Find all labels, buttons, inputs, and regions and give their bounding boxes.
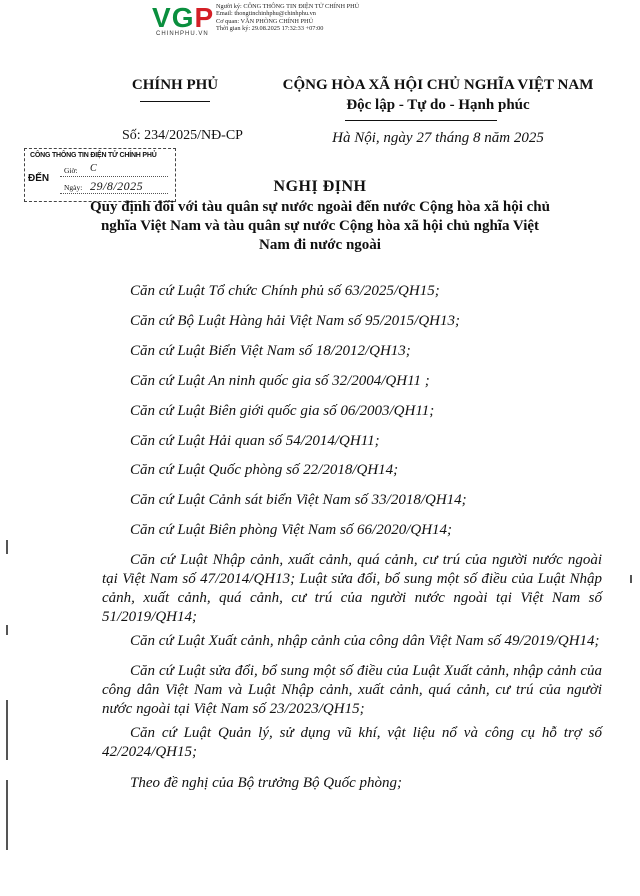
basis-paragraph: Căn cứ Luật Biên giới quốc gia số 06/2003/QH11; bbox=[130, 403, 435, 419]
basis-paragraph: Căn cứ Luật Cảnh sát biển Việt Nam số 33/2018/QH14; bbox=[130, 492, 467, 508]
basis-paragraph: Căn cứ Luật Biển Việt Nam số 18/2012/QH13; bbox=[130, 343, 411, 359]
scan-mark bbox=[6, 700, 8, 760]
stamp-title: CÔNG THÔNG TIN ĐIỆN TỬ CHÍNH PHỦ bbox=[30, 152, 157, 159]
basis-paragraph: Căn cứ Luật Xuất cảnh, nhập cảnh của công dân Việt Nam số 49/2019/QH14; bbox=[130, 633, 600, 649]
basis-paragraph: Căn cứ Luật Quản lý, sử dụng vũ khí, vật liệu nổ và công cụ hỗ trợ số 42/2024/QH15; bbox=[102, 725, 602, 760]
stamp-time-value: C bbox=[90, 163, 97, 174]
signature-signer: Người ký: CÔNG THÔNG TIN ĐIỆN TỬ CHÍNH PHỦ bbox=[216, 3, 360, 10]
signature-email: Email: thongtinchinhphu@chinhphu.vn bbox=[216, 10, 316, 18]
scan-mark bbox=[6, 540, 8, 554]
digital-signature-info bbox=[216, 3, 359, 33]
document-type-title: NGHỊ ĐỊNH bbox=[273, 178, 367, 195]
national-block bbox=[248, 75, 628, 115]
document-subject: Quy định đối với tàu quân sự nước ngoài đến nước Cộng hòa xã hội chủ nghĩa Việt Nam và tàu quân sự nước Cộng hòa xã hội chủ nghĩa Việt Nam đi nước ngoài bbox=[90, 199, 550, 253]
place-date: Hà Nội, ngày 27 tháng 8 năm 2025 bbox=[332, 130, 544, 146]
vgp-logo bbox=[152, 3, 214, 33]
vgp-logo-g: G bbox=[171, 2, 195, 33]
national-title: CỘNG HÒA XÃ HỘI CHỦ NGHĨA VIỆT NAM bbox=[282, 77, 594, 93]
stamp-den-label: ĐẾN bbox=[28, 173, 50, 184]
basis-paragraph: Căn cứ Luật Hải quan số 54/2014/QH11; bbox=[130, 433, 380, 449]
scan-mark bbox=[6, 625, 8, 635]
stamp-date-value: 29/8/2025 bbox=[90, 179, 144, 193]
vgp-logo-p: P bbox=[194, 2, 215, 33]
signature-time: Thời gian ký: 29.08.2025 17:32:33 +07:00 bbox=[216, 25, 324, 33]
signature-agency: Cơ quan: VĂN PHÒNG CHÍNH PHỦ bbox=[216, 17, 314, 25]
document-number: Số: 234/2025/NĐ-CP bbox=[122, 128, 243, 143]
stamp-date-label: Ngày: bbox=[64, 183, 83, 192]
scan-mark bbox=[630, 575, 632, 583]
scan-mark bbox=[6, 780, 8, 850]
basis-paragraph: Căn cứ Luật Nhập cảnh, xuất cảnh, quá cảnh, cư trú của người nước ngoài tại Việt Nam số 47/2014/QH13; Luật sửa đổi, bổ sung một số điều của Luật Nhập cảnh, xuất cảnh, quá cảnh, cư trú của người nước ngoài tại Việt Nam số 51/2019/QH14; bbox=[102, 552, 602, 625]
stamp-dotted-line bbox=[60, 176, 168, 177]
issuer-underline bbox=[140, 101, 210, 102]
basis-paragraph: Căn cứ Bộ Luật Hàng hải Việt Nam số 95/2015/QH13; bbox=[130, 313, 460, 329]
vgp-logo-v: V bbox=[152, 2, 172, 33]
stamp-time-label: Giờ: bbox=[64, 166, 78, 175]
basis-paragraph: Căn cứ Luật sửa đổi, bổ sung một số điều của Luật Xuất cảnh, nhập cảnh của công dân Việt Nam và Luật Nhập cảnh, xuất cảnh, quá cảnh, cư trú của người nước ngoài tại Việt Nam số 23/2023/QH15; bbox=[102, 663, 602, 717]
motto-underline bbox=[345, 120, 497, 121]
national-motto: Độc lập - Tự do - Hạnh phúc bbox=[346, 97, 530, 113]
basis-paragraph: Căn cứ Luật Tổ chức Chính phủ số 63/2025/QH15; bbox=[130, 283, 440, 299]
basis-paragraph: Căn cứ Luật Quốc phòng số 22/2018/QH14; bbox=[130, 462, 399, 478]
basis-paragraph: Căn cứ Luật An ninh quốc gia số 32/2004/QH11 ; bbox=[130, 373, 430, 389]
issuer-name: CHÍNH PHỦ bbox=[131, 77, 219, 93]
issuer-block bbox=[100, 75, 250, 95]
basis-paragraph: Căn cứ Luật Biên phòng Việt Nam số 66/2020/QH14; bbox=[130, 522, 453, 538]
proposal-paragraph: Theo đề nghị của Bộ trưởng Bộ Quốc phòng; bbox=[130, 775, 402, 791]
vgp-logo-subtitle: CHINHPHU.VN bbox=[156, 31, 209, 37]
